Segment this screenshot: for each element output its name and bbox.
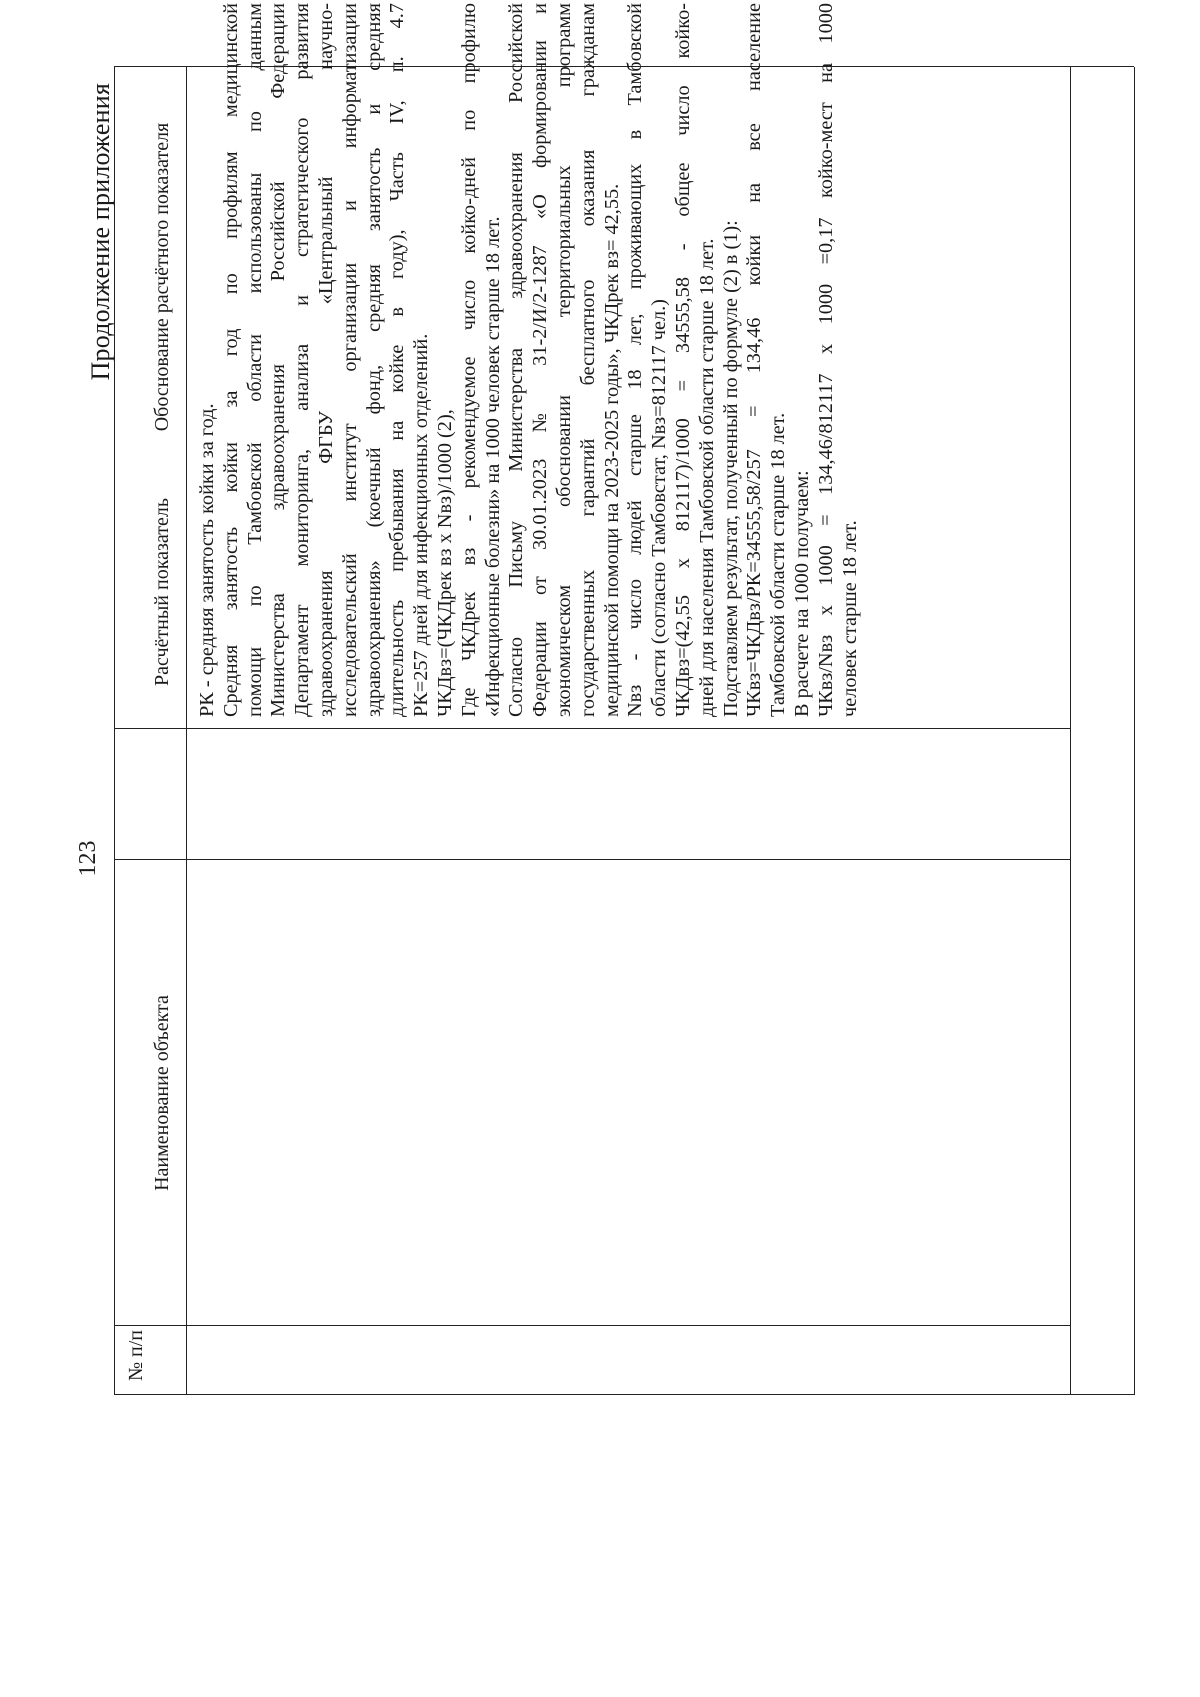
basis-line: медицинской помощи на 2023-2025 годы», ЧКДрек вз= 42,55. bbox=[600, 183, 623, 717]
table-bottom-border bbox=[1134, 67, 1135, 1395]
header-row-divider bbox=[186, 67, 187, 1395]
basis-line: «Инфекционные болезни» на 1000 человек старше 18 лет. bbox=[481, 216, 504, 717]
basis-line: ЧКДвз=(ЧКДрек вз x Nвз)/1000 (2), bbox=[433, 409, 456, 717]
column-header-number: № п/п bbox=[125, 1329, 147, 1382]
column-header-object-name: Наименование объекта bbox=[151, 995, 173, 1191]
basis-line: человек старше 18 лет. bbox=[838, 520, 861, 717]
basis-line: В расчете на 1000 получаем: bbox=[790, 470, 813, 717]
column-divider-3 bbox=[114, 728, 1070, 729]
column-header-basis: Обоснование расчётного показателя bbox=[151, 122, 173, 432]
basis-line: ЧКДвз=(42,55 x 812117)/1000 = 34555,58 - общее число койко- bbox=[671, 3, 694, 717]
basis-line: экономическом обосновании территориальных программ bbox=[552, 3, 575, 717]
basis-line: государственных гарантий бесплатного оказания гражданам bbox=[576, 3, 599, 717]
basis-line: исследовательский институт организации и информатизации bbox=[338, 3, 361, 717]
basis-line: дней для населения Тамбовской области старше 18 лет. bbox=[695, 238, 718, 717]
column-header-indicator: Расчётный показатель bbox=[151, 498, 173, 686]
column-divider-1 bbox=[114, 1325, 1070, 1326]
basis-line: ЧКвз=ЧКДвз/РК=34555,58/257 = 134,46 койки на все население bbox=[743, 3, 766, 717]
basis-line: длительность пребывания на койке в году), Часть IV, п. 4.7 bbox=[386, 3, 409, 717]
table-left-border bbox=[114, 1394, 1134, 1395]
basis-line: здравоохранения ФГБУ «Центральный научно- bbox=[314, 3, 337, 717]
basis-line: Департамент мониторинга, анализа и стратегического развития bbox=[291, 3, 314, 717]
basis-line: помощи по Тамбовской области использованы по данным bbox=[243, 3, 266, 717]
basis-line: Nвз - число людей старше 18 лет, проживающих в Тамбовской bbox=[624, 3, 647, 717]
basis-line: Согласно Письму Министерства здравоохранения Российской bbox=[505, 3, 528, 717]
column-divider-2 bbox=[114, 859, 1070, 860]
basis-line: Министерства здравоохранения Российской Федерации bbox=[267, 3, 290, 717]
basis-line: Подставляем результат, полученный по формуле (2) в (1): bbox=[719, 220, 742, 717]
basis-line: Федерации от 30.01.2023 № 31-2/И/2-1287 «О формировании и bbox=[529, 3, 552, 717]
basis-line: ЧКвз/Nвз x 1000 = 134,46/812117 x 1000 =0,17 койко-мест на 1000 bbox=[814, 3, 837, 717]
basis-line: Средняя занятость койки за год по профилям медицинской bbox=[219, 3, 242, 717]
basis-line: РК - средняя занятость койки за год. bbox=[196, 403, 218, 717]
table-top-border bbox=[114, 67, 115, 1395]
page-number: 123 bbox=[75, 840, 101, 877]
basis-line: области (согласно Тамбовстат, Nвз=812117 чел.) bbox=[648, 299, 671, 717]
basis-line: здравоохранения» (коечный фонд, средняя занятость и средняя bbox=[362, 3, 385, 717]
basis-line: Где ЧКДрек вз - рекомендуемое число койко-дней по профилю bbox=[457, 3, 480, 717]
continuation-title: Продолжение приложения bbox=[86, 83, 115, 381]
basis-line: Тамбовской области старше 18 лет. bbox=[767, 412, 790, 717]
basis-line: РК=257 дней для инфекционных отделений. bbox=[410, 333, 433, 717]
basis-cell-text bbox=[196, 3, 862, 717]
row-bottom-divider bbox=[1070, 67, 1071, 1395]
